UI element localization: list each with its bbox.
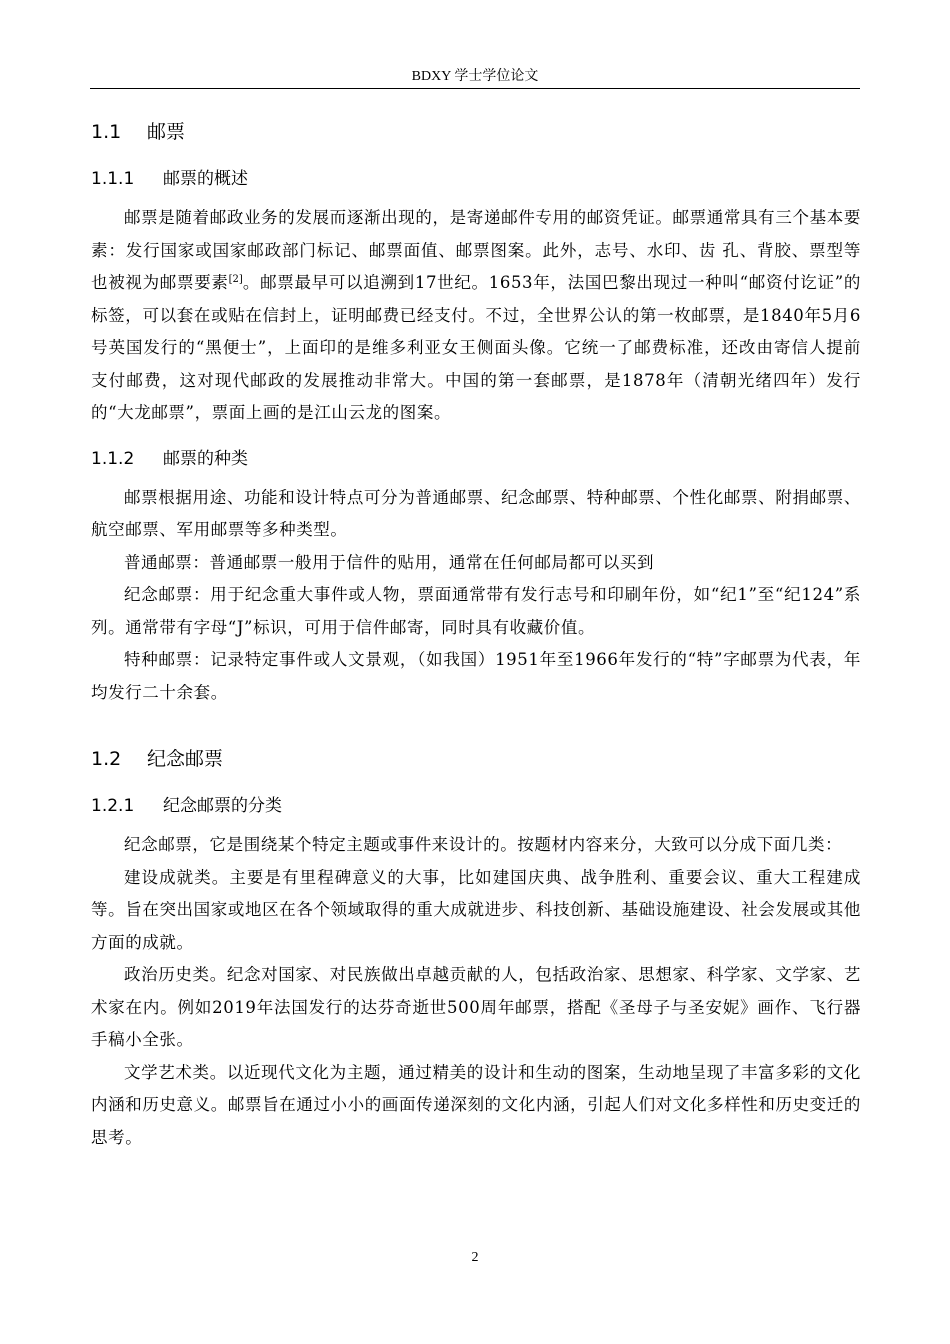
paragraph-commemorative-stamps: 纪念邮票：用于纪念重大事件或人物，票面通常带有发行志号和印刷年份，如“纪1”至“纪124”系列。通常带有字母“J”标识，可用于信件邮寄，同时具有收藏价值。 bbox=[91, 585, 861, 637]
section-number: 1.2 bbox=[91, 748, 122, 770]
paragraph-construction-achievements: 建设成就类。主要是有里程碑意义的大事，比如建国庆典、战争胜利、重要会议、重大工程建成等。旨在突出国家或地区在各个领域取得的重大成就进步、科技创新、基础设施建设、社会发展或其他方面的成就。 bbox=[91, 867, 861, 952]
subsection-title: 纪念邮票的分类 bbox=[163, 796, 282, 816]
page-body bbox=[91, 112, 861, 1154]
paragraph-special-stamps: 特种邮票：记录特定事件或人文景观，（如我国）1951年至1966年发行的“特”字邮票为代表，年均发行二十余套。 bbox=[91, 650, 861, 702]
paragraph-text: 邮票是随着邮政业务的发展而逐渐出现的，是寄递邮件专用的邮资凭证。邮票通常具有三个基本要素：发行国家或国家邮政部门标记、邮票面值、邮票图案。此外，志号、水印、齿 孔、背胶、票型等也被视为邮票要素 bbox=[91, 208, 861, 292]
subsection-title: 邮票的种类 bbox=[163, 448, 248, 469]
subsection-number: 1.2.1 bbox=[91, 796, 135, 816]
subsection-heading-1-1-2 bbox=[91, 446, 861, 472]
running-header: BDXY 学士学位论文 bbox=[411, 69, 539, 84]
section-title: 纪念邮票 bbox=[147, 748, 224, 770]
paragraph-stamp-types: 邮票根据用途、功能和设计特点可分为普通邮票、纪念邮票、特种邮票、个性化邮票、附捐邮票、航空邮票、军用邮票等多种类型。 bbox=[91, 487, 861, 539]
paragraph-commemorative-intro: 纪念邮票，它是围绕某个特定主题或事件来设计的。按题材内容来分，大致可以分成下面几类： bbox=[124, 835, 843, 854]
paragraph-literature-art: 文学艺术类。以近现代文化为主题，通过精美的设计和生动的图案，生动地呈现了丰富多彩的文化内涵和历史意义。邮票旨在通过小小的画面传递深刻的文化内涵，引起人们对文化多样性和历史变迁的思考。 bbox=[91, 1062, 861, 1147]
subsection-number: 1.1.2 bbox=[91, 448, 135, 469]
paragraph-text: 。邮票最早可以追溯到17世纪。1653年，法国巴黎出现过一种叫“邮资付讫证”的标签，可以套在或贴在信封上，证明邮费已经支付。不过，全世界公认的第一枚邮票，是1840年5月6号英国发行的“黑便士”，上面印的是维多利亚女王侧面头像。它统一了邮费标准，还改由寄信人提前支付邮费，这对现代邮政的发展推动非常大。中国的第一套邮票，是1878年（清朝光绪四年）发行的“大龙邮票”，票面上画的是江山云龙的图案。 bbox=[91, 273, 861, 422]
section-heading-1-1 bbox=[91, 118, 861, 146]
citation-marker: [2] bbox=[228, 274, 243, 285]
subsection-heading-1-2-1 bbox=[91, 793, 861, 819]
paragraph-ordinary-stamps: 普通邮票：普通邮票一般用于信件的贴用，通常在任何邮局都可以买到 bbox=[124, 552, 655, 572]
subsection-heading-1-1-1 bbox=[91, 166, 861, 192]
section-number: 1.1 bbox=[91, 121, 122, 143]
header-rule bbox=[90, 88, 860, 89]
subsection-number: 1.1.1 bbox=[91, 169, 135, 189]
section-title: 邮票 bbox=[147, 121, 186, 143]
page-number: 2 bbox=[471, 1250, 479, 1265]
subsection-title: 邮票的概述 bbox=[163, 169, 248, 189]
section-heading-1-2 bbox=[91, 745, 861, 773]
paragraph-stamp-overview bbox=[91, 202, 861, 430]
paragraph-political-history: 政治历史类。纪念对国家、对民族做出卓越贡献的人，包括政治家、思想家、科学家、文学家、艺术家在内。例如2019年法国发行的达芬奇逝世500周年邮票，搭配《圣母子与圣安妮》画作、飞行器手稿小全张。 bbox=[91, 965, 861, 1049]
